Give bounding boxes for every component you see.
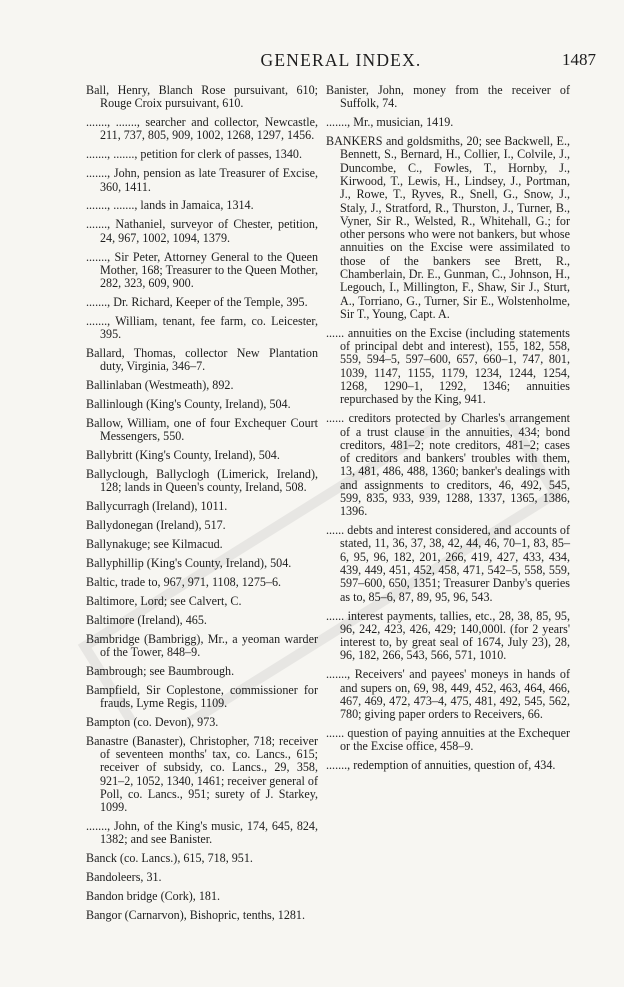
index-entry: Ballyclough, Ballyclogh (Limerick, Ireland), 128; lands in Queen's county, Ireland, 508. bbox=[86, 467, 318, 495]
index-column-right bbox=[326, 84, 570, 778]
index-entry: ...... interest payments, tallies, etc., 28, 38, 85, 95, 96, 242, 423, 426, 429; 140,000l. (for 2 years' interest to, by great seal of 1674, July 23), 28, 96, 182, 266, 543, 566, 571, 1010. bbox=[326, 608, 570, 663]
index-entry: Ballydonegan (Ireland), 517. bbox=[86, 518, 226, 533]
index-column-left bbox=[86, 84, 318, 928]
index-entry: ......., ......., searcher and collector, Newcastle, 211, 737, 805, 909, 1002, 1268, 1297, 1456. bbox=[86, 115, 318, 143]
page-header bbox=[86, 50, 596, 72]
index-entry: ......., William, tenant, fee farm, co. Leicester, 395. bbox=[86, 313, 318, 342]
index-entry: Ballycurragh (Ireland), 1011. bbox=[86, 499, 228, 514]
index-entry: Banastre (Banaster), Christopher, 718; receiver of seventeen months' tax, co. Lancs., 615; receiver of subsidy, co. Lancs., 29, 358, 921–2, 1052, 1340, 1461; receiver general of Poll, co. Lancs., 951; surety of J. Starkey, 1099. bbox=[86, 733, 318, 815]
index-entry: ......., John, of the King's music, 174, 645, 824, 1382; and see Banister. bbox=[86, 819, 318, 847]
index-entry-bankers-heading: BANKERS and goldsmiths, 20; see Backwell, E., Bennett, S., Bernard, H., Collier, I., Colvile, J., Duncombe, C., Fowles, T., Hornby, J., Kirwood, T., Lewis, H., Lindsey, J., Portman, J., Rowe, T., Ryves, R., Snell, G., Snow, J., Staly, J., Stratford, R., Thurston, J., Turner, B., Vyner, Sir R., Welsted, R., Whitehall, G.; for other persons who were not bankers, but whose annuities on the Excise were assimilated to those of the bankers see Brett, R., Chamberlain, Dr. E., Gunman, C., Johnson, H., Legouch, I., Millington, F., Shaw, Sir J., Sturt, A., Torriano, G., Turner, Sir E., Wolstenholme, Sir T., Young, Capt. A. bbox=[326, 134, 570, 321]
index-entry: Bambridge (Bambrigg), Mr., a yeoman warder of the Tower, 848–9. bbox=[86, 631, 318, 659]
index-entry: ......., redemption of annuities, question of, 434. bbox=[326, 758, 556, 773]
index-entry: ......., ......., lands in Jamaica, 1314. bbox=[86, 198, 254, 213]
index-entry: ......., ......., petition for clerk of passes, 1340. bbox=[86, 147, 302, 162]
index-entry: Bangor (Carnarvon), Bishopric, tenths, 1281. bbox=[86, 907, 305, 922]
index-entry: Ballow, William, one of four Exchequer Court Messengers, 550. bbox=[86, 416, 318, 444]
index-entry: ...... annuities on the Excise (including statements of principal debt and interest), 155, 182, 558, 559, 594–5, 597–600, 657, 660–1, 747, 801, 1039, 1147, 1155, 1179, 1234, 1244, 1254, 1268, 1290–1, 1292, 1346; annuities repurchased by the King, 941. bbox=[326, 325, 570, 407]
index-entry: ...... debts and interest considered, and accounts of stated, 11, 36, 37, 38, 42, 44, 46, 70–1, 83, 85–6, 95, 96, 182, 201, 266, 419, 427, 433, 434, 439, 449, 451, 452, 458, 471, 542–5, 558, 559, 597–600, 650, 1351; Treasurer Danby's queries as to, 85–6, 87, 89, 95, 96, 543. bbox=[326, 523, 570, 604]
index-entry: Ball, Henry, Blanch Rose pursuivant, 610; Rouge Croix pursuivant, 610. bbox=[86, 83, 318, 111]
index-entry: Baltic, trade to, 967, 971, 1108, 1275–6. bbox=[86, 574, 282, 589]
running-title: GENERAL INDEX. bbox=[260, 50, 422, 70]
index-entry: Baltimore, Lord; see Calvert, C. bbox=[86, 593, 242, 608]
index-entry: Ballinlough (King's County, Ireland), 504. bbox=[86, 397, 291, 412]
index-entry: Ballynakuge; see Kilmacud. bbox=[86, 537, 223, 552]
index-entry: Bampton (co. Devon), 973. bbox=[86, 714, 219, 729]
index-entry: Bandon bridge (Cork), 181. bbox=[86, 889, 221, 904]
index-entry: Banck (co. Lancs.), 615, 718, 951. bbox=[86, 851, 253, 866]
index-entry: Banister, John, money from the receiver of Suffolk, 74. bbox=[326, 83, 570, 111]
index-entry: Ballyphillip (King's County, Ireland), 504. bbox=[86, 556, 292, 570]
index-entry: Bampfield, Sir Coplestone, commissioner for frauds, Lyme Regis, 1109. bbox=[86, 682, 318, 710]
index-entry: Ballard, Thomas, collector New Plantation duty, Virginia, 346–7. bbox=[86, 346, 318, 374]
index-entry: ...... creditors protected by Charles's arrangement of a trust clause in the annuities, 434; bond creditors, 481–2; note creditors, 481–2; cases of creditors and bankers' troubles with them, 13, 481, 486, 488, 1360; banker's dealings with and assignments to creditors, 46, 492, 545, 599, 835, 933, 939, 1288, 1337, 1365, 1386, 1396. bbox=[326, 411, 570, 519]
index-entry: Bambrough; see Baumbrough. bbox=[86, 663, 235, 678]
index-entry: Ballinlaban (Westmeath), 892. bbox=[86, 378, 234, 393]
index-entry: Baltimore (Ireland), 465. bbox=[86, 612, 207, 627]
index-entry: ......., John, pension as late Treasurer of Excise, 360, 1411. bbox=[86, 166, 318, 194]
index-entry: ......., Sir Peter, Attorney General to the Queen Mother, 168; Treasurer to the Queen Mother, 282, 323, 609, 900. bbox=[86, 249, 318, 291]
index-entry: Bandoleers, 31. bbox=[86, 870, 162, 885]
index-entry: ...... question of paying annuities at the Exchequer or the Excise office, 458–9. bbox=[326, 726, 570, 754]
index-entry: ......., Dr. Richard, Keeper of the Temple, 395. bbox=[86, 295, 308, 310]
index-entry: Ballybritt (King's County, Ireland), 504. bbox=[86, 448, 280, 463]
index-entry: ......., Receivers' and payees' moneys in hands of and supers on, 69, 98, 449, 452, 463, 464, 466, 467, 469, 472, 473–4, 475, 481, 492, 545, 562, 780; giving paper orders to Receivers, 66. bbox=[326, 667, 570, 722]
index-entry: ......., Nathaniel, surveyor of Chester, petition, 24, 967, 1002, 1094, 1379. bbox=[86, 217, 318, 245]
index-entry: ......., Mr., musician, 1419. bbox=[326, 115, 454, 130]
page-number: 1487 bbox=[562, 50, 596, 69]
